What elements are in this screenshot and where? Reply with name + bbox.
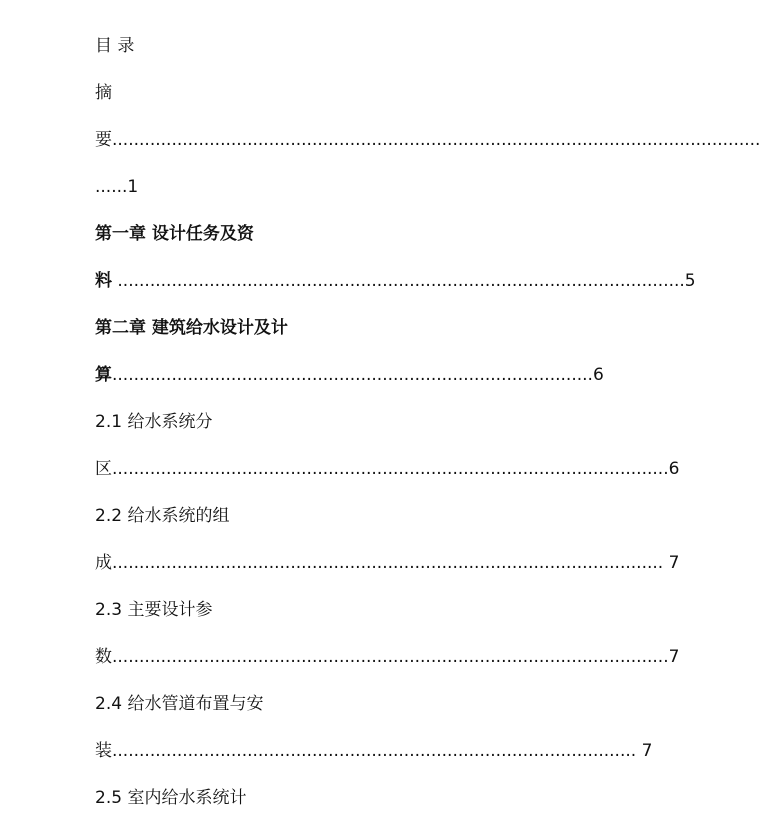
toc-entry-2-2-head: 2.2 给水系统的组 <box>95 506 230 526</box>
toc-entry-chapter1-line <box>95 271 696 291</box>
toc-entry-2-3-dots: 数.......................................................................................................7 <box>95 647 680 667</box>
toc-entry-chapter2-dots: .........................................................................................6 <box>112 365 604 385</box>
toc-entry-2-2-dots: 成...................................................................................................... 7 <box>95 553 680 573</box>
toc-entry-chapter2-char: 算 <box>95 365 112 385</box>
toc-entry-abstract-dots: 要........................................................................................................................ <box>95 130 761 150</box>
toc-entry-2-4-head: 2.4 给水管道布置与安 <box>95 694 264 714</box>
toc-entry-2-1-dots: 区.......................................................................................................6 <box>95 459 680 479</box>
toc-entry-2-3-head: 2.3 主要设计参 <box>95 600 213 620</box>
toc-entry-abstract-page: ......1 <box>95 177 139 197</box>
toc-entry-chapter1-dots: .........................................................................................................5 <box>112 271 696 291</box>
toc-entry-chapter1-char: 料 <box>95 271 112 291</box>
toc-entry-abstract-head: 摘 <box>95 83 112 103</box>
toc-entry-2-1-head: 2.1 给水系统分 <box>95 412 213 432</box>
toc-entry-chapter2-head: 第二章 建筑给水设计及计 <box>95 318 288 338</box>
toc-entry-chapter1-head: 第一章 设计任务及资 <box>95 224 254 244</box>
toc-title: 目 录 <box>95 36 135 56</box>
toc-entry-2-4-dots: 装................................................................................................. 7 <box>95 741 653 761</box>
toc-entry-2-5-head: 2.5 室内给水系统计 <box>95 788 247 808</box>
toc-entry-chapter2-line <box>95 365 604 385</box>
